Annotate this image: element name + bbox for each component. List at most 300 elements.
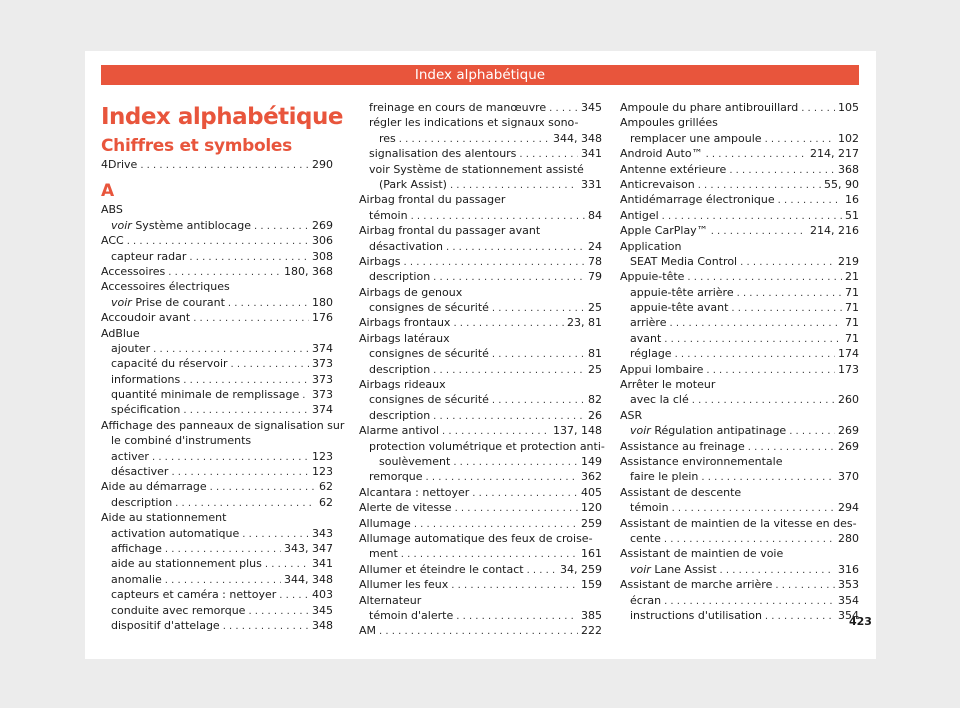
index-entry-text — [630, 331, 661, 346]
index-entry-text — [111, 495, 172, 510]
dot-leader — [399, 132, 550, 147]
index-term: réglage — [630, 347, 672, 361]
index-entry-text — [111, 356, 228, 371]
index-entry-text — [620, 362, 703, 377]
index-entry-text — [369, 362, 430, 377]
index-entry-label: Assistant de maintien de la vitesse en des- — [620, 516, 857, 530]
index-page-ref[interactable]: 341 — [581, 147, 602, 161]
index-entry-text — [379, 131, 396, 146]
dot-leader — [433, 363, 585, 378]
index-entry-text — [359, 500, 452, 515]
index-entry-text — [630, 285, 734, 300]
dot-leader — [411, 209, 585, 224]
index-entry-label: le combiné d'instruments — [111, 434, 252, 448]
dot-leader — [492, 393, 585, 408]
index-term: Allumer les feux — [359, 578, 449, 592]
index-page-ref[interactable]: 34, 259 — [560, 562, 602, 576]
index-page-ref[interactable]: 71 — [845, 285, 859, 299]
index-entry — [620, 562, 859, 577]
index-page-ref[interactable]: 24 — [588, 239, 602, 253]
index-entry — [359, 469, 602, 484]
index-entry-text — [359, 577, 448, 592]
index-term: Appuie-tête — [620, 270, 685, 284]
index-term: Alerte de vitesse — [359, 501, 452, 515]
index-page-ref[interactable]: 71 — [845, 301, 859, 315]
index-page-ref[interactable]: 294 — [838, 501, 859, 515]
dot-leader — [446, 240, 585, 255]
index-entry — [620, 131, 859, 146]
index-term: description — [369, 408, 431, 422]
see-reference-label: voir — [111, 295, 132, 309]
index-term: Anticrevaison — [620, 177, 695, 191]
index-entry-label: Airbag frontal du passager — [359, 193, 506, 207]
dot-leader — [664, 332, 842, 347]
index-page-ref[interactable]: 280 — [838, 531, 859, 545]
index-entry — [620, 469, 859, 484]
index-entry — [359, 131, 602, 146]
dot-leader — [748, 440, 835, 455]
index-entry — [359, 392, 602, 407]
index-entry-text — [111, 387, 299, 402]
index-term: description — [111, 495, 173, 509]
index-entry-text — [111, 572, 162, 587]
index-entry-text — [369, 269, 430, 284]
index-entry — [620, 177, 859, 192]
dot-leader — [731, 301, 842, 316]
index-entry-label: Arrêter le moteur — [620, 378, 716, 392]
index-page-ref[interactable]: 373 — [312, 357, 333, 371]
index-page-ref[interactable]: 51 — [845, 208, 859, 222]
index-page-ref[interactable]: 260 — [838, 393, 859, 407]
index-page-ref[interactable]: 214, 216 — [810, 224, 859, 238]
index-term: Régulation antipatinage — [654, 424, 787, 438]
dot-leader — [414, 517, 578, 532]
index-page-ref[interactable]: 345 — [312, 603, 333, 617]
index-entry — [101, 264, 333, 279]
index-page-ref[interactable]: 269 — [838, 424, 859, 438]
index-entry-text — [630, 531, 661, 546]
index-entry — [359, 562, 602, 577]
index-entry-text — [369, 239, 443, 254]
index-entry-text — [630, 315, 666, 330]
index-entry — [620, 593, 859, 608]
index-entry — [620, 439, 859, 454]
index-page-ref[interactable]: 316 — [838, 562, 859, 576]
dot-leader — [223, 619, 309, 634]
index-entry-text — [620, 192, 775, 207]
index-entry — [101, 618, 333, 633]
index-entry-text — [630, 423, 786, 438]
index-page-ref[interactable]: 343, 347 — [284, 541, 333, 555]
index-term: écran — [630, 593, 662, 607]
index-entry-text — [369, 208, 408, 223]
index-page-ref[interactable]: 180 — [312, 295, 333, 309]
index-page-ref[interactable]: 354 — [838, 593, 859, 607]
dot-leader — [183, 403, 309, 418]
dot-leader — [450, 178, 578, 193]
index-term: SEAT Media Control — [630, 254, 738, 268]
index-entry — [620, 254, 859, 269]
index-entry-text — [111, 464, 168, 479]
letter-heading: A — [101, 181, 115, 202]
index-page-ref[interactable]: 137, 148 — [553, 424, 602, 438]
index-entry-text — [101, 264, 165, 279]
dot-leader — [729, 163, 835, 178]
index-entry-label: ASR — [620, 408, 643, 422]
index-page-ref[interactable]: 174 — [838, 347, 859, 361]
index-page-ref[interactable]: 219 — [838, 254, 859, 268]
index-entry — [101, 157, 333, 172]
index-entry — [101, 495, 333, 510]
index-term: Airbags frontaux — [359, 316, 451, 330]
index-page-ref[interactable]: 362 — [581, 470, 602, 484]
index-page-ref[interactable]: 341 — [312, 557, 333, 571]
index-entry — [359, 346, 602, 361]
index-entry — [359, 100, 602, 115]
index-page-ref[interactable]: 370 — [838, 470, 859, 484]
dot-leader — [140, 158, 309, 173]
index-entry — [359, 546, 602, 561]
index-entry — [359, 608, 602, 623]
index-page-ref[interactable]: 105 — [838, 101, 859, 114]
index-entry — [359, 454, 602, 469]
index-term: Airbags — [359, 254, 401, 268]
index-page-ref[interactable]: 25 — [588, 362, 602, 376]
index-page-ref[interactable]: 62 — [319, 495, 333, 509]
index-page-ref[interactable]: 123 — [312, 449, 333, 463]
index-page-ref[interactable]: 368 — [838, 162, 859, 176]
index-page-ref[interactable]: 21 — [845, 270, 859, 284]
index-entry — [620, 423, 859, 438]
index-entry-text — [620, 208, 659, 223]
index-entry-text — [630, 346, 672, 361]
index-page-ref[interactable]: 269 — [838, 439, 859, 453]
index-page-ref[interactable]: 82 — [588, 393, 602, 407]
index-entry — [101, 310, 333, 325]
index-entry-text — [369, 146, 516, 161]
index-page-ref[interactable]: 78 — [588, 254, 602, 268]
index-term: informations — [111, 372, 181, 386]
index-entry — [101, 295, 333, 310]
index-entry-text — [369, 100, 546, 115]
index-entry-text — [630, 608, 762, 623]
index-term: témoin — [369, 208, 408, 222]
index-page-ref[interactable]: 16 — [845, 193, 859, 207]
index-term: arrière — [630, 316, 667, 330]
index-entry-text — [630, 469, 698, 484]
index-page-ref[interactable]: 159 — [581, 578, 602, 592]
dot-leader — [433, 409, 585, 424]
index-page-ref[interactable]: 269 — [312, 218, 333, 232]
index-term: spécification — [111, 403, 181, 417]
dot-leader — [706, 363, 835, 378]
index-entry — [620, 331, 859, 346]
index-entry — [101, 603, 333, 618]
index-page-ref[interactable]: 348 — [312, 618, 333, 632]
index-entry-text — [620, 223, 708, 238]
index-term: (Park Assist) — [379, 177, 447, 191]
index-entry — [620, 208, 859, 223]
index-entry — [359, 208, 602, 223]
index-entry-text — [379, 454, 450, 469]
index-entry-text — [101, 157, 137, 172]
index-entry-text — [359, 254, 401, 269]
index-entry-text — [369, 469, 423, 484]
index-term: Antenne extérieure — [620, 162, 727, 176]
index-entry-text — [630, 562, 717, 577]
index-page-ref[interactable]: 62 — [319, 480, 333, 494]
dot-leader — [228, 296, 309, 311]
index-entry — [101, 387, 333, 402]
running-header: Index alphabétique — [101, 65, 859, 85]
dot-leader — [168, 265, 281, 280]
index-page-ref[interactable]: 71 — [845, 331, 859, 345]
index-page-ref[interactable]: 180, 368 — [284, 264, 333, 278]
index-term: affichage — [111, 541, 162, 555]
index-term: capteur radar — [111, 249, 187, 263]
page-title: Index alphabétique — [101, 104, 343, 130]
index-entry-text — [630, 593, 661, 608]
index-entry-text — [369, 608, 453, 623]
index-page-ref[interactable]: 290 — [312, 158, 333, 171]
index-entry — [101, 218, 333, 233]
index-page-ref[interactable]: 344, 348 — [284, 572, 333, 586]
dot-leader — [401, 547, 578, 562]
index-entry — [359, 239, 602, 254]
index-term: Assistant de marche arrière — [620, 578, 773, 592]
dot-leader — [675, 347, 835, 362]
index-entry — [359, 315, 602, 330]
index-entry-label: AdBlue — [101, 326, 140, 340]
index-page-ref[interactable]: 344, 348 — [553, 131, 602, 145]
index-entry-text — [359, 315, 450, 330]
index-entry — [101, 556, 333, 571]
index-page-ref[interactable]: 308 — [312, 249, 333, 263]
index-term: description — [369, 270, 431, 284]
index-page-ref[interactable]: 306 — [312, 234, 333, 248]
index-page-ref[interactable]: 354 — [838, 608, 859, 622]
dot-leader — [664, 594, 835, 609]
index-entry-label: Aide au stationnement — [101, 511, 227, 525]
dot-leader — [442, 424, 550, 439]
dot-leader — [210, 480, 316, 495]
index-entry-text — [359, 623, 376, 638]
index-term: cente — [630, 531, 661, 545]
index-term: consignes de sécurité — [369, 393, 489, 407]
dot-leader — [706, 147, 807, 162]
index-entry — [620, 269, 859, 284]
dot-leader — [740, 255, 835, 270]
index-term: ment — [369, 547, 398, 561]
index-page-ref[interactable]: 374 — [312, 403, 333, 417]
index-term: Appui lombaire — [620, 362, 704, 376]
index-page-ref[interactable]: 149 — [581, 454, 602, 468]
index-term: consignes de sécurité — [369, 301, 489, 315]
index-page-ref[interactable]: 259 — [581, 516, 602, 530]
index-entry-text — [111, 603, 245, 618]
index-page-ref[interactable]: 345 — [581, 101, 602, 114]
index-page-ref[interactable]: 222 — [581, 624, 602, 638]
dot-leader — [492, 347, 585, 362]
index-page-ref[interactable]: 373 — [312, 372, 333, 386]
index-term: remplacer une ampoule — [630, 131, 762, 145]
index-term: Apple CarPlay™ — [620, 224, 708, 238]
index-entry-text — [630, 254, 737, 269]
index-entry — [101, 479, 333, 494]
index-term: consignes de sécurité — [369, 347, 489, 361]
index-entry — [620, 531, 859, 546]
index-page-ref[interactable]: 353 — [838, 578, 859, 592]
index-entry — [359, 623, 602, 638]
index-entry-text — [630, 131, 762, 146]
index-entry — [620, 223, 859, 238]
index-page-ref[interactable]: 23, 81 — [567, 316, 602, 330]
index-entry — [101, 587, 333, 602]
index-entry-label: Allumage automatique des feux de croise- — [359, 531, 593, 545]
index-term: témoin d'alerte — [369, 608, 454, 622]
index-term: Allumer et éteindre le contact — [359, 562, 524, 576]
dot-leader — [778, 193, 842, 208]
index-term: capteurs et caméra : nettoyer — [111, 588, 277, 602]
index-term: avec la clé — [630, 393, 689, 407]
dot-leader — [527, 563, 557, 578]
index-entry — [359, 516, 602, 531]
index-entry-text — [620, 177, 695, 192]
index-entry — [620, 192, 859, 207]
index-entry-label: Accessoires électriques — [101, 280, 230, 294]
index-entry-text — [620, 146, 703, 161]
index-entry-text — [620, 269, 684, 284]
dot-leader — [189, 250, 309, 265]
index-page-ref[interactable]: 403 — [312, 588, 333, 602]
index-term: Accoudoir avant — [101, 311, 191, 325]
index-entry — [359, 577, 602, 592]
dot-leader — [171, 465, 309, 480]
index-term: soulèvement — [379, 454, 451, 468]
index-page-ref[interactable]: 79 — [588, 270, 602, 284]
index-entry — [620, 392, 859, 407]
dot-leader — [302, 388, 309, 403]
index-page-ref[interactable]: 385 — [581, 608, 602, 622]
dot-leader — [153, 342, 309, 357]
index-page-ref[interactable]: 405 — [581, 485, 602, 499]
dot-leader — [519, 147, 578, 162]
index-entry — [620, 100, 859, 115]
index-page-ref[interactable]: 26 — [588, 408, 602, 422]
dot-leader — [775, 578, 835, 593]
index-page-ref[interactable]: 84 — [588, 208, 602, 222]
index-entry-text — [111, 449, 149, 464]
index-term: activation automatique — [111, 526, 240, 540]
index-entry-text — [369, 300, 489, 315]
index-entry — [101, 249, 333, 264]
index-page-ref[interactable]: 81 — [588, 347, 602, 361]
page-number: 423 — [849, 615, 872, 628]
index-entry-text — [369, 346, 489, 361]
index-page-ref[interactable]: 173 — [838, 362, 859, 376]
index-term: res — [379, 131, 396, 145]
index-entry-text — [111, 295, 225, 310]
index-entry — [620, 146, 859, 161]
index-entry — [620, 315, 859, 330]
dot-leader — [472, 486, 578, 501]
dot-leader — [152, 450, 309, 465]
index-entry-text — [111, 541, 162, 556]
see-reference-label: voir — [111, 218, 132, 232]
index-page-ref[interactable]: 123 — [312, 465, 333, 479]
index-page-ref[interactable]: 25 — [588, 301, 602, 315]
index-page-ref[interactable]: 331 — [581, 177, 602, 191]
index-entry-label: Alternateur — [359, 593, 422, 607]
index-entry — [359, 408, 602, 423]
index-column-1 — [101, 100, 345, 633]
index-entry-text — [620, 577, 772, 592]
index-page-ref[interactable]: 102 — [838, 131, 859, 145]
index-entry-label: Assistant de descente — [620, 485, 742, 499]
index-term: ACC — [101, 234, 124, 248]
index-term: AM — [359, 624, 377, 638]
index-page-ref[interactable]: 176 — [312, 311, 333, 325]
dot-leader — [379, 624, 578, 639]
index-entry-text — [359, 423, 439, 438]
dot-leader — [279, 588, 309, 603]
index-entry-text — [101, 233, 124, 248]
dot-leader — [127, 234, 309, 249]
index-term: Antidémarrage électronique — [620, 193, 775, 207]
index-entry — [359, 177, 602, 192]
dot-leader — [242, 527, 309, 542]
index-entry-text — [379, 177, 447, 192]
index-entry — [101, 233, 333, 248]
index-entry — [359, 485, 602, 500]
index-entry-text — [630, 500, 669, 515]
index-page-ref[interactable]: 214, 217 — [810, 147, 859, 161]
index-entry-text — [111, 372, 180, 387]
dot-leader — [664, 532, 835, 547]
index-term: Accessoires — [101, 264, 166, 278]
index-term: 4Drive — [101, 158, 138, 171]
index-term: désactiver — [111, 465, 169, 479]
index-term: quantité minimale de remplissage — [111, 388, 300, 402]
index-entry-label: Affichage des panneaux de signalisation sur — [101, 418, 345, 432]
index-page-ref[interactable]: 374 — [312, 341, 333, 355]
dot-leader — [737, 286, 842, 301]
index-entry-text — [111, 618, 220, 633]
index-entry — [359, 423, 602, 438]
index-page-ref[interactable]: 71 — [845, 316, 859, 330]
index-page-ref[interactable]: 343 — [312, 526, 333, 540]
index-entry-label: Application — [620, 239, 682, 253]
index-entry-text — [630, 300, 728, 315]
index-entry-label: régler les indications et signaux sono- — [369, 116, 579, 130]
index-entry — [359, 146, 602, 161]
index-page-ref[interactable]: 161 — [581, 547, 602, 561]
dot-leader — [711, 224, 807, 239]
index-entry-label: Airbag frontal du passager avant — [359, 224, 541, 238]
index-page-ref[interactable]: 120 — [581, 501, 602, 515]
index-entry — [359, 254, 602, 269]
index-term: activer — [111, 449, 149, 463]
index-page-ref[interactable]: 55, 90 — [824, 177, 859, 191]
dot-leader — [801, 101, 835, 116]
index-term: Allumage — [359, 516, 411, 530]
index-entry-text — [369, 408, 430, 423]
index-entry-text — [620, 162, 726, 177]
index-term: Prise de courant — [135, 295, 225, 309]
index-entry-text — [101, 479, 207, 494]
index-term: Assistance au freinage — [620, 439, 745, 453]
index-page-ref[interactable]: 373 — [312, 388, 333, 402]
